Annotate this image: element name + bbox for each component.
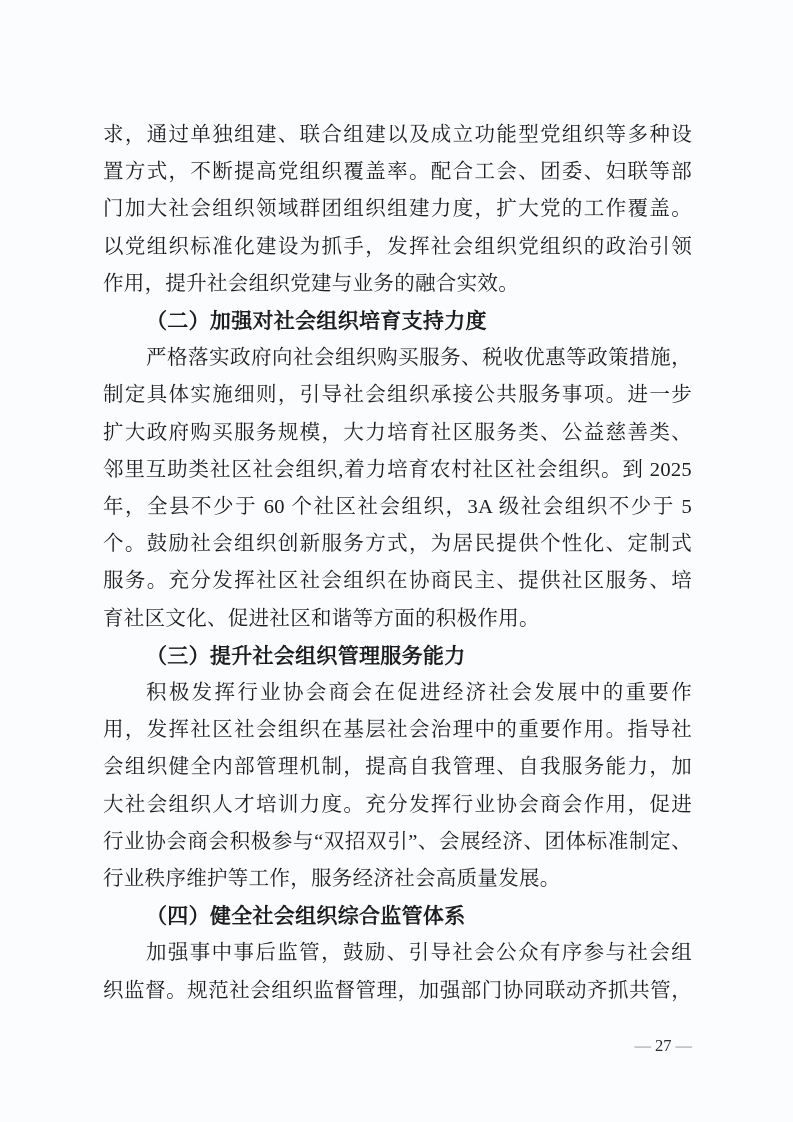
paragraph-line: 大社会组织人才培训力度。充分发挥行业协会商会作用，促进	[103, 793, 692, 816]
paragraph-line: 行业协会商会积极参与“双招双引”、会展经济、团体标准制定、	[103, 830, 692, 853]
paragraph-line: 加强事中事后监管，鼓励、引导社会公众有序参与社会组	[146, 942, 692, 965]
section-heading: （三）提升社会组织管理服务能力	[146, 643, 466, 668]
page-number-dash-right: —	[675, 1036, 692, 1055]
page-footer	[103, 1034, 692, 1058]
paragraph-line: 制定具体实施细则，引导社会组织承接公共服务事项。进一步	[103, 384, 692, 407]
paragraph-line: 会组织健全内部管理机制，提高自我管理、自我服务能力，加	[103, 756, 692, 779]
paragraph-line: 以党组织标准化建设为抓手，发挥社会组织党组织的政治引领	[103, 235, 692, 258]
paragraph-line: 行业秩序维护等工作，服务经济社会高质量发展。	[103, 868, 561, 891]
section-heading: （二）加强对社会组织培育支持力度	[146, 309, 487, 334]
paragraph-line: 邻里互助类社区社会组织,着力培育农村社区社会组织。到 2025	[103, 458, 692, 481]
paragraph-line: 严格落实政府向社会组织购买服务、税收优惠等政策措施，	[146, 347, 692, 370]
paragraph-line: 作用，提升社会组织党建与业务的融合实效。	[103, 272, 519, 295]
page-number-dash-left: —	[634, 1036, 651, 1055]
paragraph-line: 年，全县不少于 60 个社区社会组织，3A 级社会组织不少于 5	[103, 496, 692, 519]
document-body	[103, 117, 692, 1010]
paragraph-line: 用，发挥社区社会组织在基层社会治理中的重要作用。指导社	[103, 719, 692, 742]
paragraph-line: 服务。充分发挥社区社会组织在协商民主、提供社区服务、培	[103, 570, 692, 593]
paragraph-line: 织监督。规范社会组织监督管理，加强部门协同联动齐抓共管，	[103, 979, 692, 1002]
paragraph-line: 个。鼓励社会组织创新服务方式，为居民提供个性化、定制式	[103, 533, 692, 556]
paragraph-line: 置方式，不断提高党组织覆盖率。配合工会、团委、妇联等部	[103, 161, 692, 184]
paragraph-line: 积极发挥行业协会商会在促进经济社会发展中的重要作	[146, 682, 692, 705]
page-number-value: 27	[655, 1036, 672, 1055]
section-heading: （四）健全社会组织综合监管体系	[146, 904, 466, 929]
paragraph-line: 求，通过单独组建、联合组建以及成立功能型党组织等多种设	[103, 124, 692, 146]
paragraph-line: 育社区文化、促进社区和谐等方面的积极作用。	[103, 607, 540, 630]
paragraph-line: 扩大政府购买服务规模，大力培育社区服务类、公益慈善类、	[103, 421, 692, 444]
paragraph-line: 门加大社会组织领域群团组织组建力度，扩大党的工作覆盖。	[103, 198, 692, 221]
